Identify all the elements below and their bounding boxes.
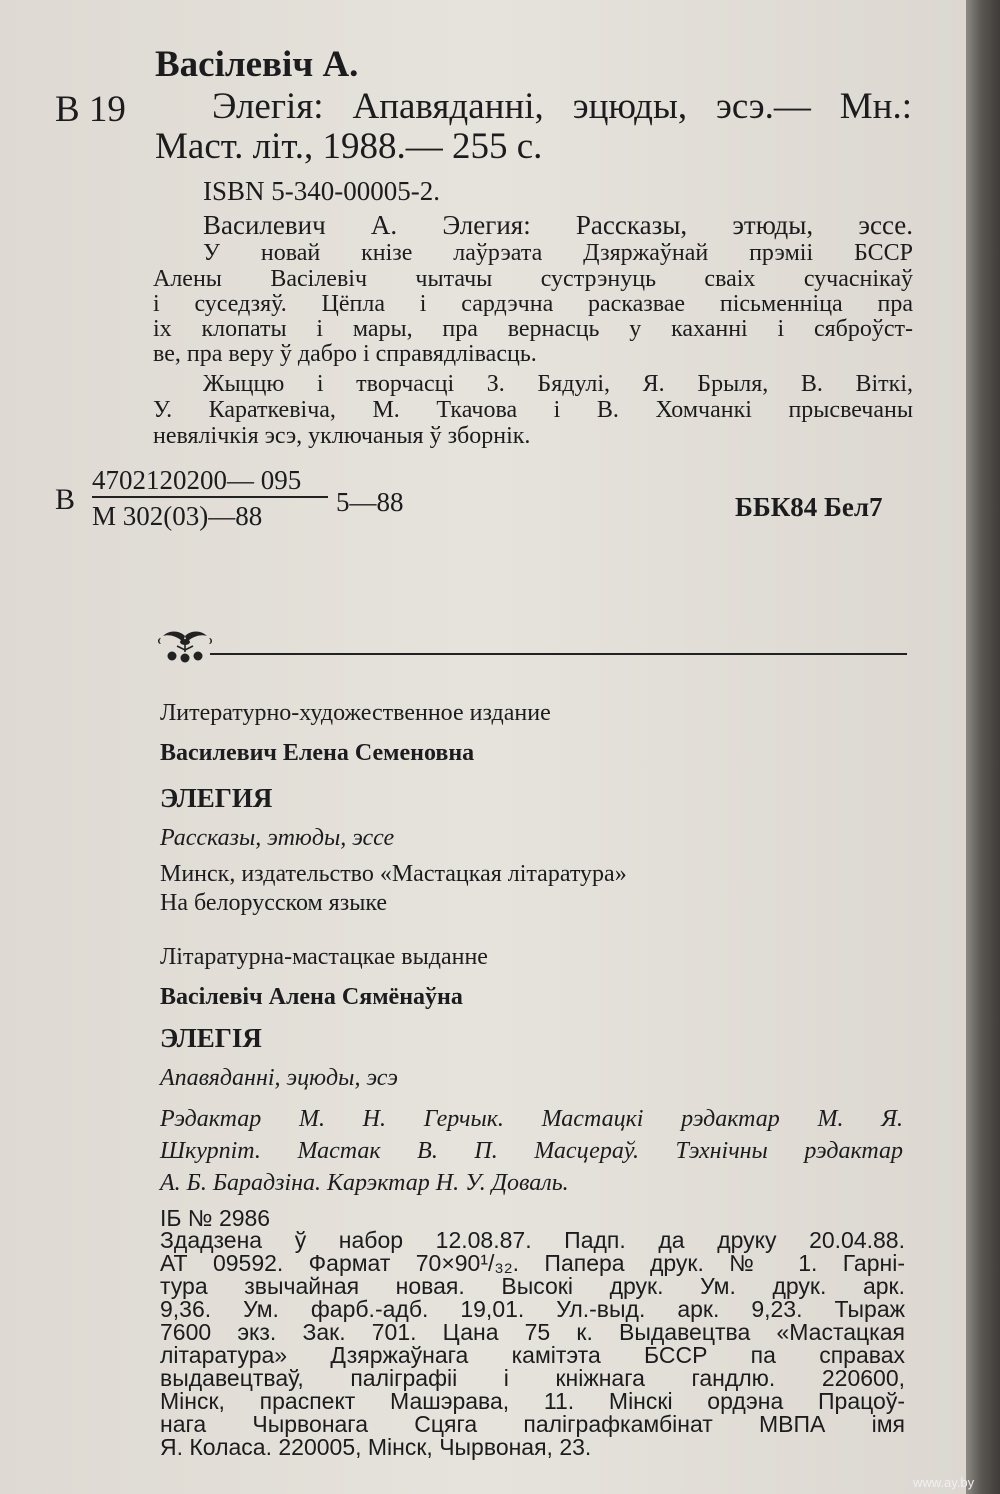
imprint-line: АТ 09592. Фармат 70×90¹/₃₂. Папера друк. № 1. Гарні-	[160, 1250, 905, 1276]
annotation-line: невялічкія эсэ, уключаныя ў зборнік.	[153, 423, 531, 449]
imprint-line: Я. Коласа. 220005, Мінск, Чырвоная, 23.	[160, 1434, 592, 1460]
author-name-ru: Василевич Елена Семеновна	[160, 740, 475, 766]
isbn: ISBN 5-340-00005-2.	[203, 176, 440, 206]
formula-denominator: М 302(03)—88	[92, 501, 263, 531]
annotation-line: У. Караткевіча, М. Ткачова і В. Хомчанкі прысвечаны	[153, 397, 913, 423]
annotation-line: Алены Васілевіч чытачы сустрэнуць сваіх сучаснікаў	[153, 266, 913, 292]
book-title-ru: ЭЛЕГИЯ	[160, 783, 273, 813]
book-subtitle-ru: Рассказы, этюды, эссе	[160, 825, 395, 851]
credits-line: Шкурпіт. Мастак В. П. Масцераў. Тэхнічны рэдактар	[160, 1138, 903, 1164]
formula-numerator: 4702120200— 095	[92, 465, 302, 495]
author-name-be: Васілевіч Алена Сямёнаўна	[160, 984, 463, 1010]
imprint-line: Здадзена ў набор 12.08.87. Падп. да друку 20.04.88.	[160, 1227, 905, 1253]
imprint-line: выдавецтваў, паліграфіі і кніжнага гандлю. 220600,	[160, 1365, 905, 1391]
catalog-publisher-line: Маст. літ., 1988.— 255 с.	[155, 126, 543, 167]
formula-prefix: В	[55, 483, 76, 516]
language-note-ru: На белорусском языке	[160, 890, 388, 916]
bbk-code: ББК84 Бел7	[735, 492, 883, 522]
imprint-line: 7600 экз. Зак. 701. Цана 75 к. Выдавецтва «Мастацкая	[160, 1319, 905, 1345]
floral-ornament-icon	[155, 628, 215, 668]
book-subtitle-be: Апавяданні, эцюды, эсэ	[160, 1065, 398, 1091]
catalog-code: В 19	[55, 89, 126, 130]
credits-line: Рэдактар М. Н. Герчык. Мастацкі рэдактар М. Я.	[160, 1106, 903, 1132]
publisher-ru: Минск, издательство «Мастацкая літаратура»	[160, 861, 627, 887]
annotation-line: У новай кнізе лаўрэата Дзяржаўнай прэміі БССР	[203, 240, 913, 266]
annotation-line: і суседзяў. Цёпла і сардэчна расказвае пісьменніца пра	[153, 291, 913, 317]
fraction-bar	[92, 496, 328, 498]
imprint-line: 9,36. Ум. фарб.-адб. 19,01. Ул.-выд. арк. 9,23. Тыраж	[160, 1296, 905, 1322]
catalog-title-line: Элегія: Апавяданні, эцюды, эсэ.— Мн.:	[212, 86, 912, 127]
russian-title-line: Василевич А. Элегия: Рассказы, этюды, эссе.	[203, 210, 913, 240]
annotation-line: іх клопаты і мары, пра вернасць у каханні і сяброўст-	[153, 316, 913, 342]
imprint-line: Мінск, праспект Машэрава, 11. Мінскі ордэна Працоў-	[160, 1388, 905, 1414]
imprint-line: нага Чырвонага Сцяга паліграфкамбінат МВПА імя	[160, 1411, 905, 1437]
imprint-line: літаратура» Дзяржаўнага камітэта БССР па справах	[160, 1342, 905, 1368]
formula-suffix: 5—88	[336, 487, 404, 517]
book-gutter-shadow	[966, 0, 1000, 1494]
imprint-line: тура звычайная новая. Высокі друк. Ум. друк. арк.	[160, 1273, 905, 1299]
edition-type-ru: Литературно-художественное издание	[160, 700, 551, 726]
book-title-be: ЭЛЕГІЯ	[160, 1023, 262, 1053]
credits-line: А. Б. Барадзіна. Карэктар Н. У. Доваль.	[160, 1170, 569, 1196]
edition-type-be: Літаратурна-мастацкае выданне	[160, 944, 488, 970]
watermark: www.ay.by	[913, 1475, 975, 1490]
divider-line	[210, 653, 907, 655]
annotation-line: Жыццю і творчасці З. Бядулі, Я. Брыля, В. Віткі,	[203, 371, 913, 397]
annotation-line: ве, пра веру ў дабро і справядлівасць.	[153, 341, 537, 367]
author-heading: Васілевіч А.	[155, 44, 359, 85]
ib-number: ІБ № 2986	[160, 1205, 271, 1231]
